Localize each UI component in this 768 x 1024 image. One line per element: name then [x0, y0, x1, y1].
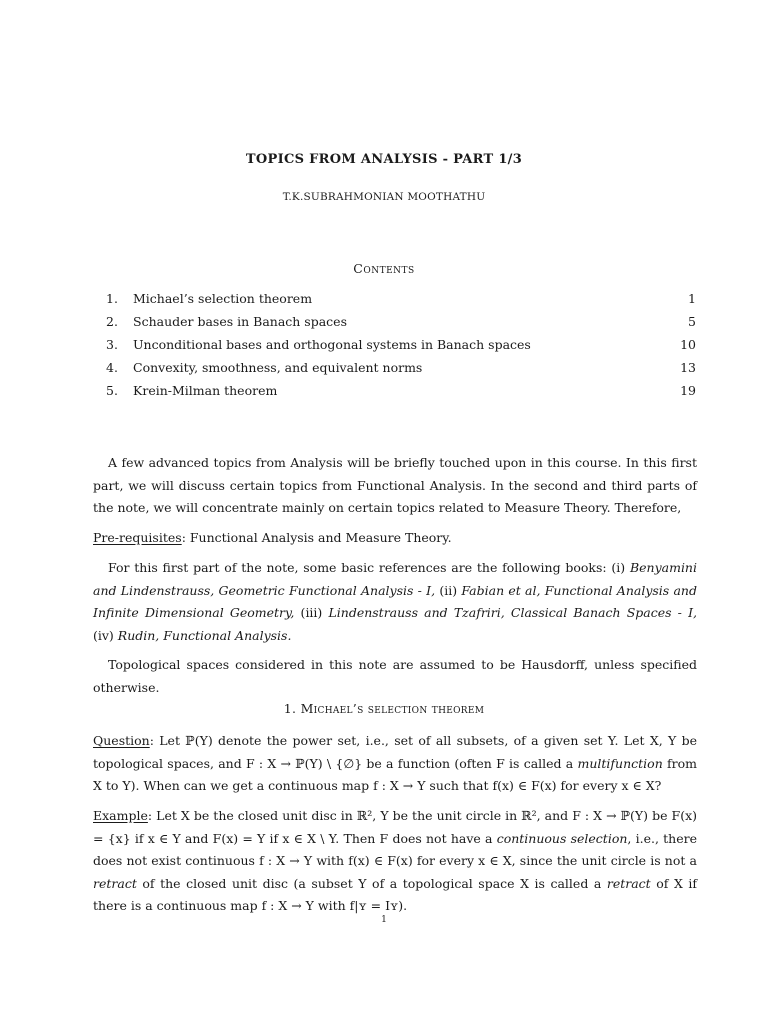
toc-entry-title: Convexity, smoothness, and equivalent norms — [133, 360, 423, 375]
toc-entry-title: Schauder bases in Banach spaces — [133, 314, 347, 329]
toc-entry-number: 3. — [106, 337, 118, 352]
toc-entry[interactable] — [106, 336, 696, 359]
toc-entry-page: 10 — [680, 337, 696, 352]
multifunction-term: multifunction — [577, 755, 663, 771]
intro-paragraph — [93, 452, 697, 520]
hausdorff-text: Topological spaces considered in this note are assumed to be Hausdorff, unless specified otherwise. — [93, 657, 697, 695]
toc-entry-number: 1. — [106, 291, 118, 306]
toc-entry-number: 2. — [106, 314, 118, 329]
example-paragraph — [93, 805, 697, 918]
example-label: Example — [93, 808, 148, 823]
prerequisites-text: : Functional Analysis and Measure Theory. — [181, 530, 452, 545]
toc-entry-title: Krein-Milman theorem — [133, 383, 278, 398]
reference-4: Rudin, Functional Analysis. — [117, 627, 292, 643]
example-mid2: of the closed unit disc (a subset Y of a topological space X is called a — [136, 875, 607, 891]
retract-term: retract — [93, 875, 137, 891]
author-name: T.K.SUBRAHMONIAN MOOTHATHU — [282, 191, 486, 203]
section-heading: 1. Michael’s selection theorem — [283, 701, 485, 716]
question-text: : Let ℙ(Y) denote the power set, i.e., set of all subsets, of a given set Y. Let X, Y be topological spaces, and F : X → ℙ(Y) \ {∅} be a function (often F is called a — [93, 733, 697, 771]
toc-entry-page: 1 — [688, 291, 696, 306]
toc-entry[interactable] — [106, 290, 696, 313]
toc-entry-page: 19 — [680, 383, 696, 398]
toc-entry-number: 5. — [106, 383, 118, 398]
hausdorff-paragraph — [93, 654, 697, 699]
table-of-contents — [106, 290, 696, 405]
toc-entry-number: 4. — [106, 360, 118, 375]
continuous-selection-term: continuous selection — [496, 830, 628, 846]
toc-entry[interactable] — [106, 359, 696, 382]
references-lead: For this first part of the note, some basic references are the following books: (i) — [108, 560, 630, 575]
toc-entry[interactable] — [106, 382, 696, 405]
contents-heading: Contents — [353, 261, 415, 276]
toc-entry-title: Unconditional bases and orthogonal systems in Banach spaces — [133, 337, 531, 352]
references-sep: (ii) — [435, 582, 462, 598]
example-tail: of X if there is a continuous map f : X → Y with f|ʏ = Iʏ). — [93, 875, 697, 913]
intro-text: A few advanced topics from Analysis will be briefly touched upon in this course. In this first part, we will discuss certain topics from Functional Analysis. In the second and third parts of the note, we will concentrate mainly on certain topics related to Measure Theory. Therefore, — [93, 455, 697, 515]
question-label: Question — [93, 733, 150, 748]
references-sep: (iv) — [93, 627, 118, 643]
reference-1: Benyamini and Lindenstrauss, Geometric Functional Analysis - I, — [93, 560, 697, 598]
prerequisites-paragraph — [93, 527, 697, 550]
reference-2: Fabian et al, Functional Analysis and Infinite Dimensional Geometry, — [93, 582, 697, 620]
prerequisites-label: Pre-requisites — [93, 530, 182, 545]
references-sep: (iii) — [294, 605, 329, 620]
document-title: TOPICS FROM ANALYSIS - PART 1/3 — [245, 152, 523, 167]
page-number: 1 — [381, 915, 387, 925]
toc-entry[interactable] — [106, 313, 696, 336]
reference-3: Lindenstrauss and Tzafriri, Classical Banach Spaces - I, — [328, 605, 697, 620]
retract-term: retract — [606, 875, 651, 891]
toc-entry-page: 13 — [680, 360, 696, 375]
toc-entry-page: 5 — [688, 314, 696, 329]
example-mid: , i.e., there does not exist continuous f : X → Y with f(x) ∈ F(x) for every x ∈ X, since the unit circle is not a — [93, 830, 697, 868]
question-tail: from X to Y). When can we get a continuous map f : X → Y such that f(x) ∈ F(x) for every x ∈ X? — [93, 755, 697, 793]
question-paragraph — [93, 730, 697, 798]
toc-entry-title: Michael’s selection theorem — [133, 291, 313, 306]
example-text: : Let X be the closed unit disc in ℝ², Y be the unit circle in ℝ², and F : X → ℙ(Y) be F(x) = {x} if x ∈ Y and F(x) = Y if x ∈ X \ Y. Then F does not have a — [93, 808, 697, 846]
references-paragraph — [93, 557, 697, 647]
